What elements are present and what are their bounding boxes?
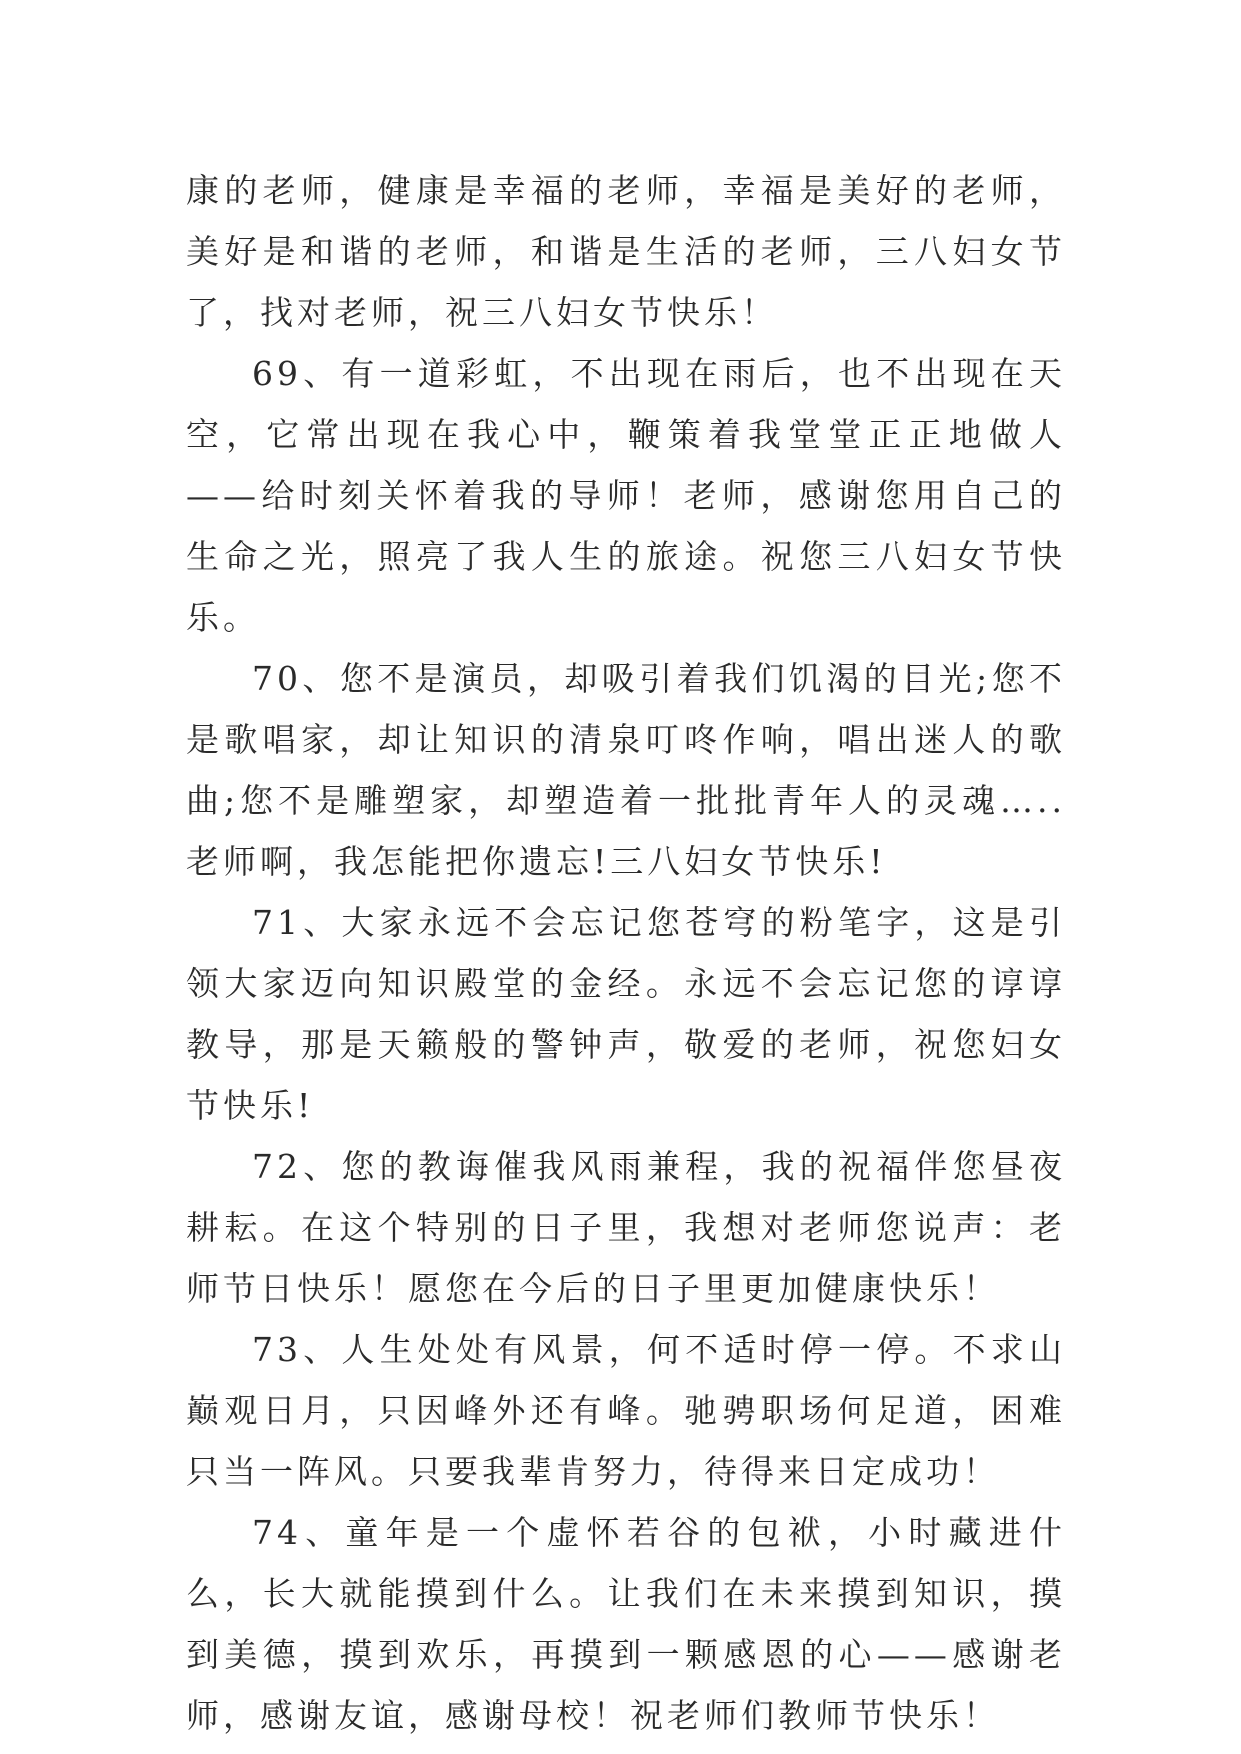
paragraph-72: 72、您的教诲催我风雨兼程，我的祝福伴您昼夜耕耘。在这个特别的日子里，我想对老师您说声：老师节日快乐！愿您在今后的日子里更加健康快乐！ bbox=[186, 1147, 1066, 1308]
paragraph-71: 71、大家永远不会忘记您苍穹的粉笔字，这是引领大家迈向知识殿堂的金经。永远不会忘记您的谆谆教导，那是天籁般的警钟声，敬爱的老师，祝您妇女节快乐! bbox=[186, 903, 1066, 1125]
paragraph-73: 73、人生处处有风景，何不适时停一停。不求山巅观日月，只因峰外还有峰。驰骋职场何足道，困难只当一阵风。只要我辈肯努力，待得来日定成功！ bbox=[186, 1330, 1066, 1491]
paragraph-74: 74、童年是一个虚怀若谷的包袱，小时藏进什么，长大就能摸到什么。让我们在未来摸到知识，摸到美德，摸到欢乐，再摸到一颗感恩的心——感谢老师，感谢友谊，感谢母校！祝老师们教师节快乐！ bbox=[186, 1513, 1066, 1735]
paragraph-continuation: 康的老师，健康是幸福的老师，幸福是美好的老师，美好是和谐的老师，和谐是生活的老师，三八妇女节了，找对老师，祝三八妇女节快乐！ bbox=[186, 171, 1066, 332]
document-body bbox=[186, 160, 1066, 1746]
paragraph-70: 70、您不是演员，却吸引着我们饥渴的目光;您不是歌唱家，却让知识的清泉叮咚作响，唱出迷人的歌曲;您不是雕塑家，却塑造着一批批青年人的灵魂…..老师啊，我怎能把你遗忘!三八妇女节快乐! bbox=[186, 659, 1066, 881]
paragraph-69: 69、有一道彩虹，不出现在雨后，也不出现在天空，它常出现在我心中，鞭策着我堂堂正正地做人——给时刻关怀着我的导师！老师，感谢您用自己的生命之光，照亮了我人生的旅途。祝您三八妇女节快乐。 bbox=[186, 354, 1066, 637]
